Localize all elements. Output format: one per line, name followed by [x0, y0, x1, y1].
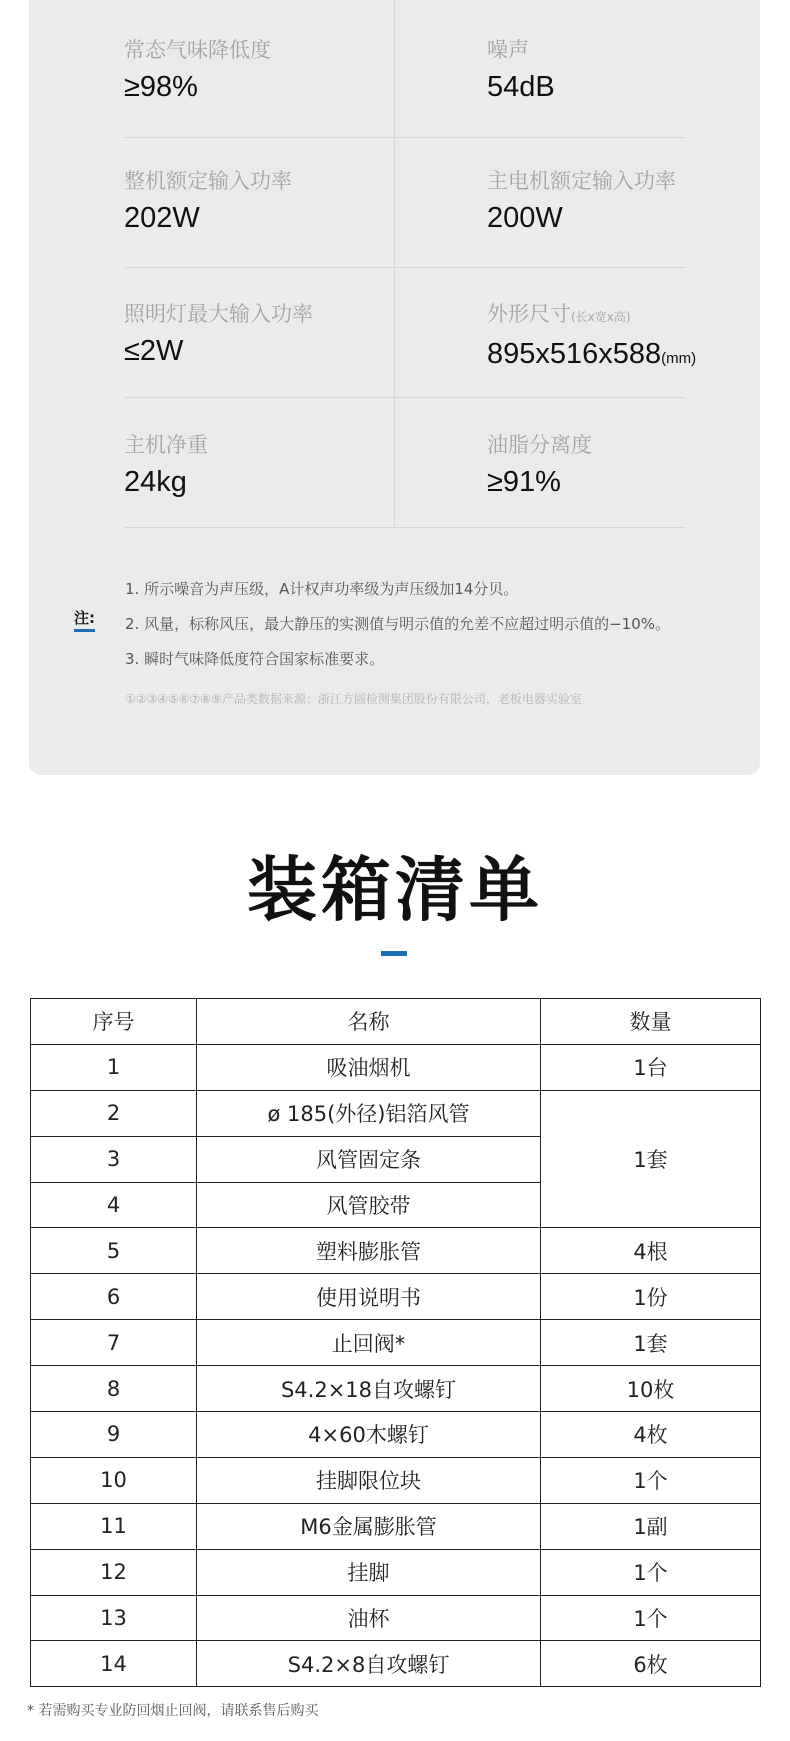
row-no: 5 [31, 1228, 197, 1274]
row-qty: 1台 [541, 1044, 761, 1090]
row-qty: 4根 [541, 1228, 761, 1274]
row-no: 14 [31, 1641, 197, 1687]
spec-label: 常态气味降低度 [124, 38, 271, 62]
packing-list-title: 装箱清单 [247, 849, 543, 931]
spec-label-note: (长x宽x高) [571, 310, 631, 324]
table-row [31, 1320, 761, 1366]
row-name: 挂脚限位块 [197, 1457, 541, 1503]
row-qty: 6枚 [541, 1641, 761, 1687]
row-qty: 1套 [541, 1090, 761, 1228]
spec-value: 202W [124, 202, 200, 234]
row-no: 7 [31, 1320, 197, 1366]
note-item: 2. 风量，标称风压，最大静压的实测值与明示值的允差不应超过明示值的−10%。 [125, 615, 670, 633]
row-no: 8 [31, 1366, 197, 1412]
table-header-row [31, 999, 761, 1045]
data-source: ①②③④⑤⑥⑦⑧⑨产品类数据来源：浙江方圆检测集团股份有限公司，老板电器实验室 [125, 692, 582, 706]
row-name: S4.2×8自攻螺钉 [197, 1641, 541, 1687]
spec-value: 54dB [487, 71, 555, 103]
spec-value: 895x516x588(mm) [487, 338, 697, 370]
row-no: 2 [31, 1090, 197, 1136]
spec-divider [395, 527, 685, 528]
spec-divider [395, 267, 685, 268]
row-name: M6金属膨胀管 [197, 1503, 541, 1549]
spec-grease-separation [487, 432, 592, 500]
row-qty: 1套 [541, 1320, 761, 1366]
packing-table [30, 998, 761, 1687]
table-row [31, 1412, 761, 1458]
spec-unit: (mm) [661, 350, 697, 367]
notes-tag: 注: [74, 607, 95, 632]
spec-divider [124, 527, 394, 528]
row-name: 吸油烟机 [197, 1044, 541, 1090]
spec-label: 外形尺寸(长x宽x高) [487, 302, 631, 326]
row-name: 风管胶带 [197, 1182, 541, 1228]
spec-dimensions [487, 301, 696, 377]
table-row [31, 1503, 761, 1549]
table-row [31, 1457, 761, 1503]
spec-value: 24kg [124, 466, 187, 498]
row-no: 12 [31, 1549, 197, 1595]
table-row [31, 1090, 761, 1136]
row-name: 油杯 [197, 1595, 541, 1641]
row-qty: 1个 [541, 1595, 761, 1641]
row-no: 9 [31, 1412, 197, 1458]
note-item: 1. 所示噪音为声压级，A计权声功率级为声压级加14分贝。 [125, 580, 519, 598]
spec-value: ≥91% [487, 466, 561, 498]
row-name: 4×60木螺钉 [197, 1412, 541, 1458]
spec-value: ≥98% [124, 71, 198, 103]
spec-label: 油脂分离度 [487, 433, 592, 457]
spec-noise [487, 37, 555, 105]
table-row [31, 1595, 761, 1641]
row-qty: 1份 [541, 1274, 761, 1320]
row-name: S4.2×18自攻螺钉 [197, 1366, 541, 1412]
row-name: 挂脚 [197, 1549, 541, 1595]
row-name: 使用说明书 [197, 1274, 541, 1320]
spec-label: 噪声 [487, 38, 529, 62]
header-qty: 数量 [541, 999, 761, 1045]
row-no: 6 [31, 1274, 197, 1320]
row-qty: 1个 [541, 1549, 761, 1595]
table-row [31, 1228, 761, 1274]
spec-label: 整机额定输入功率 [124, 169, 292, 193]
spec-divider [395, 137, 685, 138]
spec-light-power [124, 301, 313, 369]
note-item: 3. 瞬时气味降低度符合国家标准要求。 [125, 650, 385, 668]
row-name: 塑料膨胀管 [197, 1228, 541, 1274]
spec-label: 主电机额定输入功率 [487, 169, 676, 193]
row-no: 11 [31, 1503, 197, 1549]
table-row [31, 1366, 761, 1412]
row-no: 10 [31, 1457, 197, 1503]
spec-value: 200W [487, 202, 563, 234]
table-row [31, 1549, 761, 1595]
row-qty: 1个 [541, 1457, 761, 1503]
row-no: 13 [31, 1595, 197, 1641]
row-qty: 10枚 [541, 1366, 761, 1412]
spec-divider [124, 137, 394, 138]
spec-net-weight [124, 432, 208, 500]
row-no: 4 [31, 1182, 197, 1228]
spec-value: ≤2W [124, 335, 184, 367]
spec-odor-reduction [124, 37, 271, 105]
header-name: 名称 [197, 999, 541, 1045]
notes-list [125, 572, 670, 677]
row-qty: 1副 [541, 1503, 761, 1549]
packing-footnote: * 若需购买专业防回烟止回阀，请联系售后购买 [27, 1703, 319, 1719]
spec-motor-power [487, 168, 676, 236]
row-name: 风管固定条 [197, 1136, 541, 1182]
table-row [31, 1044, 761, 1090]
row-qty: 4枚 [541, 1412, 761, 1458]
header-no: 序号 [31, 999, 197, 1045]
row-no: 1 [31, 1044, 197, 1090]
table-row [31, 1641, 761, 1687]
table-row [31, 1274, 761, 1320]
row-no: 3 [31, 1136, 197, 1182]
spec-divider [395, 397, 685, 398]
spec-label: 主机净重 [124, 433, 208, 457]
row-name: 止回阀* [197, 1320, 541, 1366]
spec-divider [124, 397, 394, 398]
row-name: ø 185(外径)铝箔风管 [197, 1090, 541, 1136]
spec-label: 照明灯最大输入功率 [124, 302, 313, 326]
title-accent-bar [381, 951, 407, 956]
spec-divider [124, 267, 394, 268]
spec-divider-vertical [394, 0, 395, 528]
spec-total-power [124, 168, 292, 236]
